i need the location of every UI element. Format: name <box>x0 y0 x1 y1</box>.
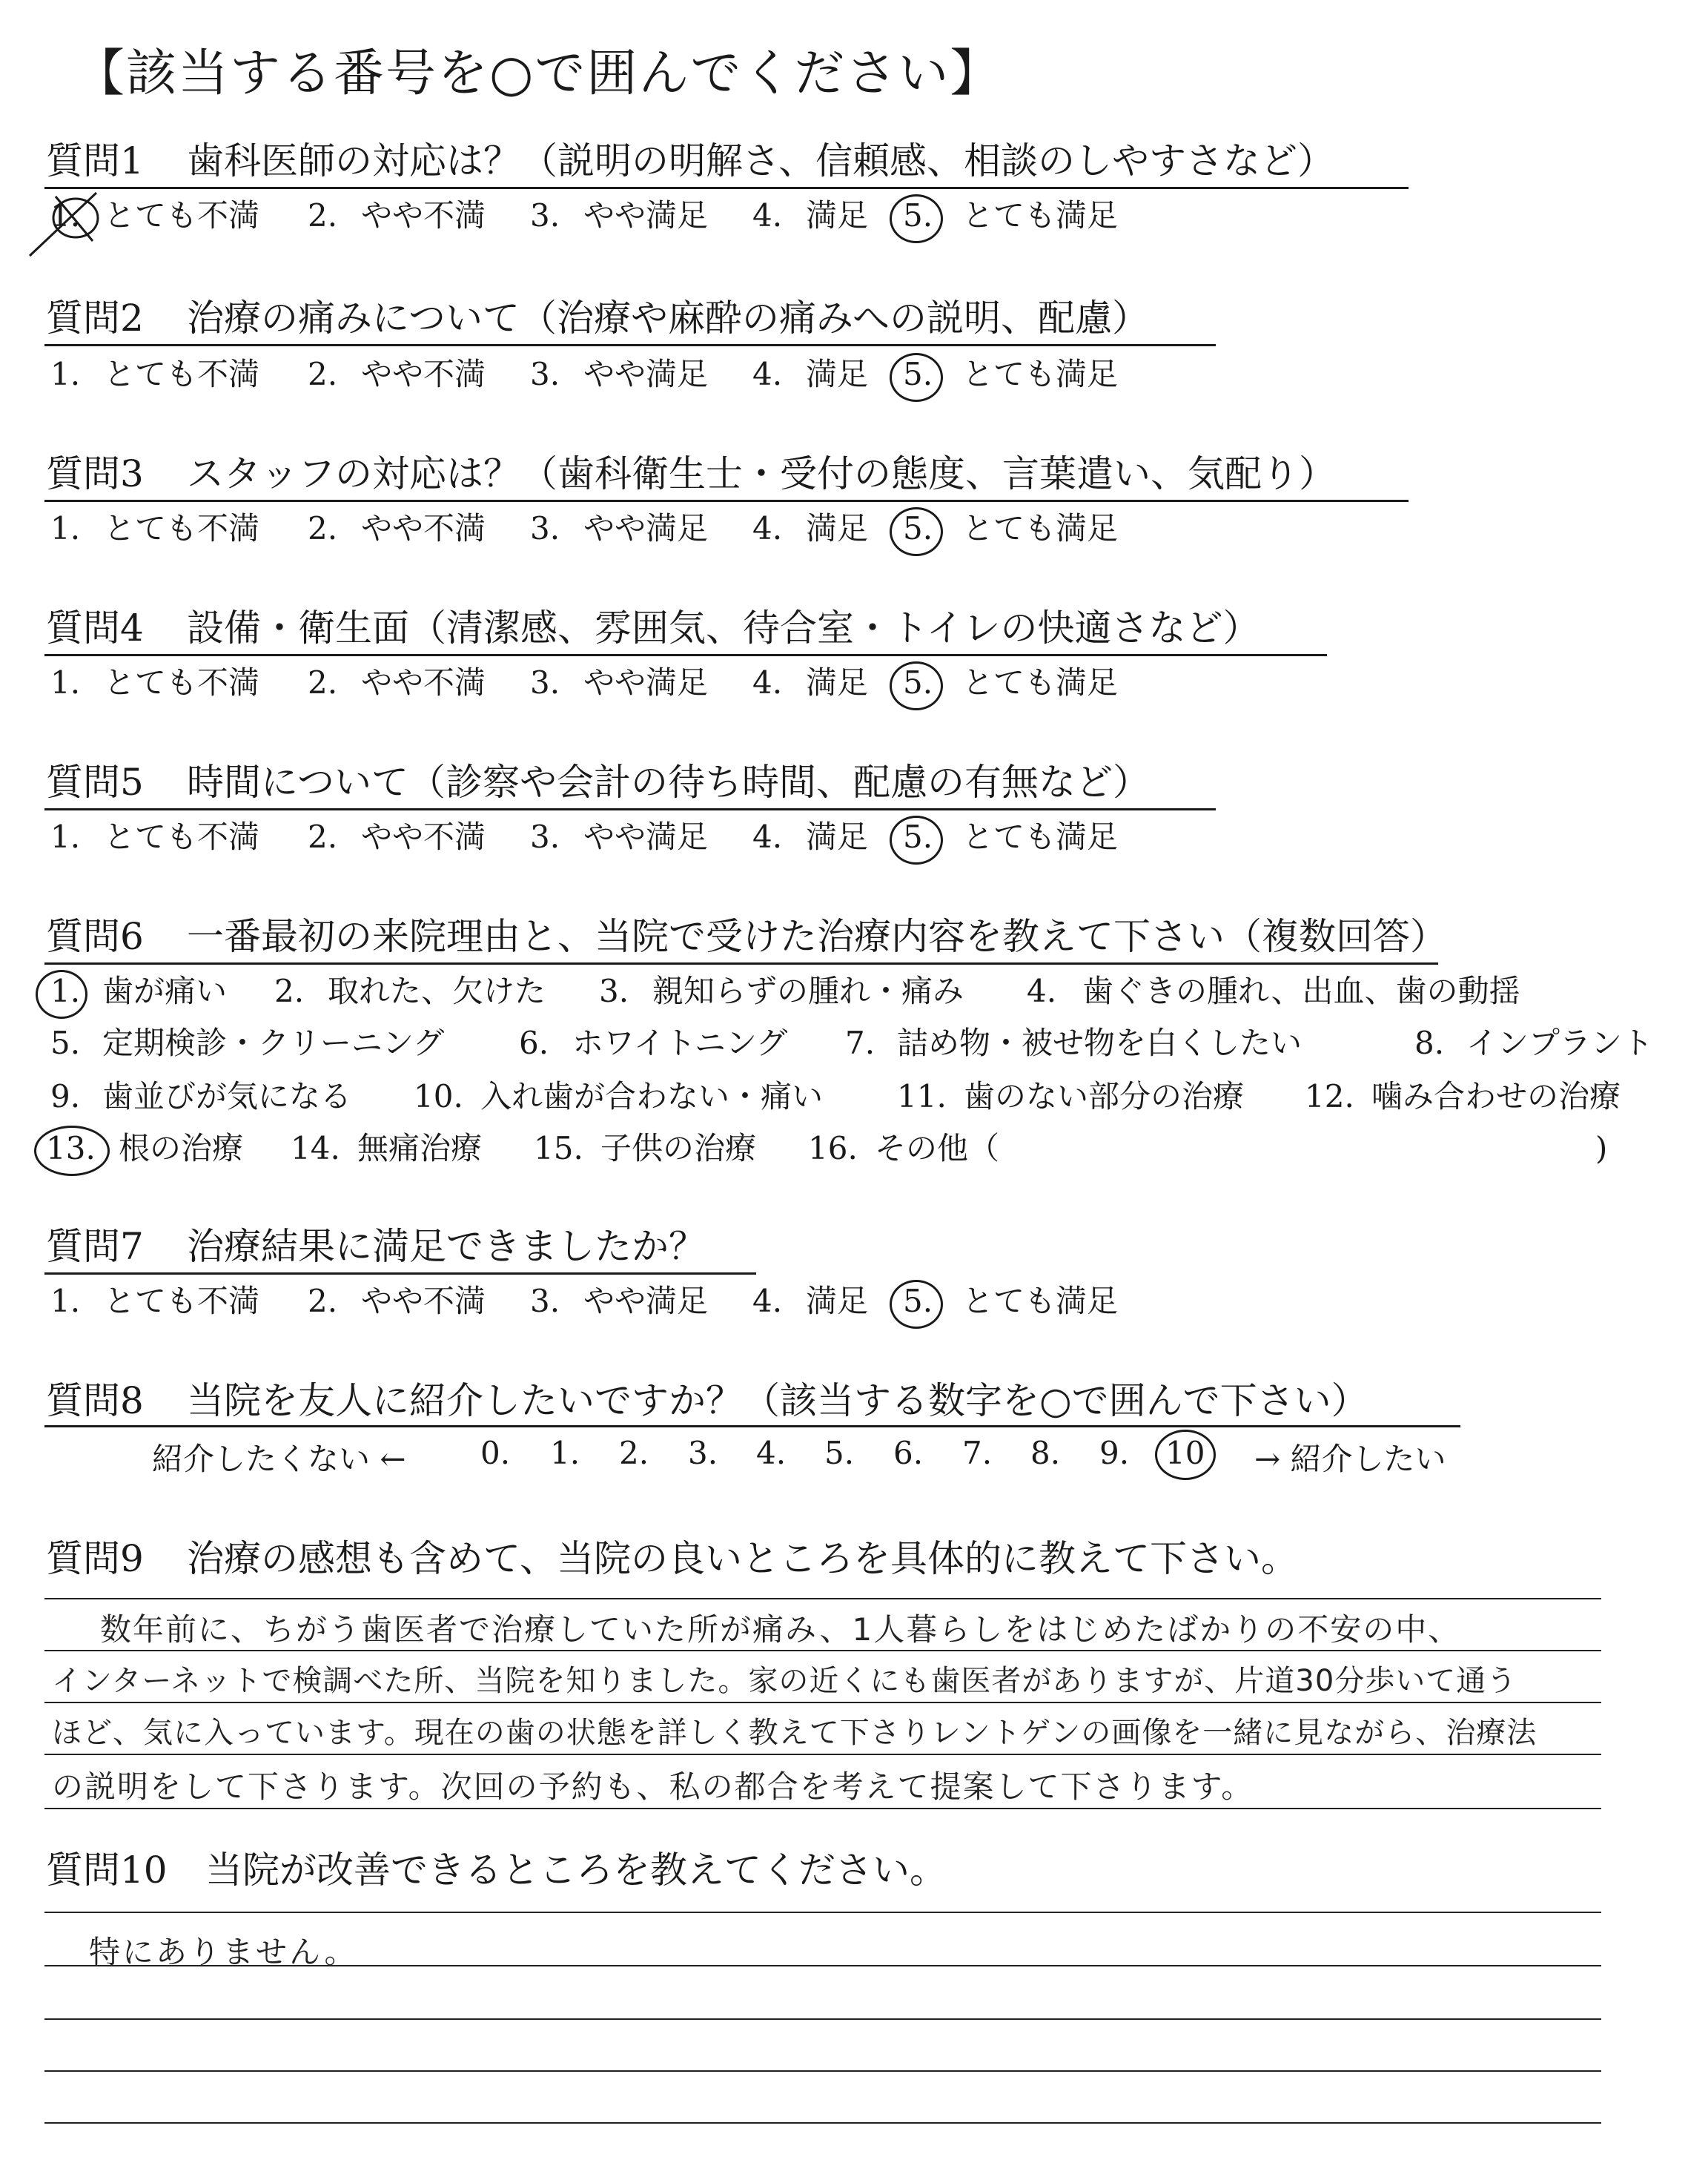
option-3-label: やや満足 <box>583 819 709 855</box>
reason-11-number[interactable]: 11. <box>897 1078 947 1114</box>
option-3-label: やや満足 <box>583 664 709 701</box>
question-6-underline <box>44 962 1438 965</box>
reason-14-number[interactable]: 14. <box>291 1130 340 1166</box>
q9-handwritten-line-4: の説明をして下さります。次回の予約も、私の都合を考えて提案して下さります。 <box>52 1768 1254 1805</box>
option-3-number[interactable]: 3. <box>530 197 560 234</box>
question-5-number: 質問5 <box>46 761 144 804</box>
reason-8-number[interactable]: 8. <box>1414 1025 1445 1061</box>
question-9-heading <box>46 1539 1298 1579</box>
selected-circle-mark <box>890 507 943 556</box>
reason-6-label: ホワイトニング <box>572 1025 788 1061</box>
question-6-text: 一番最初の来院理由と、当院で受けた治療内容を教えて下さい（複数回答） <box>187 915 1447 958</box>
option-1-label: とても不満 <box>104 510 260 546</box>
answer-line <box>44 2070 1601 2072</box>
question-6-number: 質問6 <box>46 915 144 958</box>
reason-13-label: 根の治療 <box>119 1130 244 1166</box>
option-2-label: やや不満 <box>361 356 486 392</box>
question-3-heading <box>46 454 1336 495</box>
scale-value-5[interactable]: 5. <box>824 1435 855 1471</box>
question-8-underline <box>44 1425 1460 1427</box>
reason-15-number[interactable]: 15. <box>534 1130 583 1166</box>
option-1-number[interactable]: 1. <box>50 356 81 392</box>
question-1-heading <box>46 141 1334 182</box>
question-7-heading <box>46 1226 706 1267</box>
q9-handwritten-line-1: 数年前に、ちがう歯医者で治療していた所が痛み、1人暮らしをはじめたばかりの不安の中、 <box>100 1611 1461 1648</box>
selected-circle-mark <box>34 1126 110 1176</box>
option-5-label: とても満足 <box>962 664 1119 701</box>
question-3-text: スタッフの対応は？（歯科衛生士・受付の態度、言葉遣い、気配り） <box>187 452 1336 495</box>
question-5-heading <box>46 762 1150 803</box>
option-5-number[interactable]: 5. <box>903 664 933 701</box>
option-5-label: とても満足 <box>962 197 1119 234</box>
reason-16-number[interactable]: 16. <box>808 1130 858 1166</box>
reason-5-label: 定期検診・クリーニング <box>102 1025 445 1061</box>
question-1-underline <box>44 187 1409 189</box>
reason-3-number[interactable]: 3. <box>599 973 629 1009</box>
question-8-text: 当院を友人に紹介したいですか？（該当する数字を○で囲んで下さい） <box>187 1379 1368 1422</box>
option-4-number[interactable]: 4. <box>752 664 783 701</box>
option-4-label: 満足 <box>806 197 869 234</box>
option-2-number[interactable]: 2. <box>308 510 338 546</box>
option-5-label: とても満足 <box>962 510 1119 546</box>
q9-handwritten-line-2: インターネットで検調べた所、当院を知りました。家の近くにも歯医者がありますが、片道30分歩いて通う <box>52 1664 1517 1698</box>
reason-1-number[interactable]: 1. <box>50 973 81 1009</box>
scale-value-8[interactable]: 8. <box>1030 1435 1061 1471</box>
option-3-label: やや満足 <box>583 510 709 546</box>
reason-9-label: 歯並びが気になる <box>102 1078 352 1114</box>
selected-circle-mark <box>890 661 943 710</box>
reason-3-label: 親知らずの腫れ・痛み <box>652 973 964 1009</box>
reason-10-label: 入れ歯が合わない・痛い <box>480 1078 824 1114</box>
option-4-number[interactable]: 4. <box>752 510 783 546</box>
scale-value-3[interactable]: 3. <box>688 1435 718 1471</box>
question-4-number: 質問4 <box>46 607 144 650</box>
selected-circle-mark <box>890 816 943 865</box>
option-3-label: やや満足 <box>583 356 709 392</box>
reason-6-number[interactable]: 6. <box>519 1025 549 1061</box>
option-5-number[interactable]: 5. <box>903 819 933 855</box>
reason-13-number[interactable]: 13. <box>46 1130 96 1166</box>
question-2-underline <box>44 344 1216 346</box>
question-1-text: 歯科医師の対応は？（説明の明解さ、信頼感、相談のしやすさなど） <box>187 139 1334 182</box>
reason-10-number[interactable]: 10. <box>414 1078 463 1114</box>
other-close-paren: ) <box>1595 1130 1608 1166</box>
option-4-number[interactable]: 4. <box>752 1283 783 1319</box>
option-4-number[interactable]: 4. <box>752 356 783 392</box>
question-4-text: 設備・衛生面（清潔感、雰囲気、待合室・トイレの快適さなど） <box>187 607 1260 650</box>
option-3-label: やや満足 <box>583 197 709 234</box>
reason-16-label: その他（ <box>875 1130 1000 1166</box>
option-2-number[interactable]: 2. <box>308 356 338 392</box>
question-8-number: 質問8 <box>46 1379 144 1422</box>
reason-9-number[interactable]: 9. <box>50 1078 81 1114</box>
scale-value-2[interactable]: 2. <box>619 1435 649 1471</box>
scale-value-1[interactable]: 1. <box>550 1435 580 1471</box>
option-2-number[interactable]: 2. <box>308 197 338 234</box>
reason-7-label: 詰め物・被せ物を白くしたい <box>897 1025 1302 1061</box>
answer-line <box>44 2122 1601 2124</box>
reason-12-label: 噛み合わせの治療 <box>1371 1078 1621 1114</box>
option-3-number[interactable]: 3. <box>530 356 560 392</box>
scale-value-7[interactable]: 7. <box>962 1435 993 1471</box>
option-5-number[interactable]: 5. <box>903 510 933 546</box>
option-4-label: 満足 <box>806 1283 869 1319</box>
scale-right-label: → 紹介したい <box>1254 1441 1446 1477</box>
option-4-label: 満足 <box>806 819 869 855</box>
reason-15-label: 子供の治療 <box>600 1130 757 1166</box>
option-3-number[interactable]: 3. <box>530 664 560 701</box>
question-1-number: 質問1 <box>46 139 144 182</box>
question-2-number: 質問2 <box>46 297 144 340</box>
question-8-heading <box>46 1381 1368 1421</box>
option-2-label: やや不満 <box>361 664 486 701</box>
question-5-text: 時間について（診察や会計の待ち時間、配慮の有無など） <box>187 761 1150 804</box>
option-4-label: 満足 <box>806 356 869 392</box>
selected-circle-mark <box>890 1280 943 1329</box>
option-1-number[interactable]: 1. <box>50 819 81 855</box>
question-2-text: 治療の痛みについて（治療や麻酔の痛みへの説明、配慮） <box>187 297 1149 340</box>
option-2-number[interactable]: 2. <box>308 819 338 855</box>
option-1-number[interactable]: 1. <box>50 1283 81 1319</box>
question-10-heading <box>46 1850 947 1891</box>
crossed-out-mark-icon <box>22 185 104 260</box>
option-1-label: とても不満 <box>104 197 260 234</box>
option-1-number[interactable]: 1. <box>50 664 81 701</box>
answer-line <box>44 1912 1601 1913</box>
question-3-number: 質問3 <box>46 452 144 495</box>
option-5-number[interactable]: 5. <box>903 1283 933 1319</box>
q9-handwritten-line-3: ほど、気に入っています。現在の歯の状態を詳しく教えて下さりレントゲンの画像を一緒に見ながら、治療法 <box>52 1716 1537 1750</box>
scale-value-10[interactable]: 10 <box>1165 1435 1205 1471</box>
reason-14-label: 無痛治療 <box>357 1130 483 1166</box>
scale-value-0[interactable]: 0. <box>480 1435 511 1471</box>
reason-12-number[interactable]: 12. <box>1305 1078 1354 1114</box>
selected-circle-mark <box>890 194 943 243</box>
question-2-heading <box>46 298 1149 339</box>
question-7-underline <box>44 1272 756 1275</box>
option-5-number[interactable]: 5. <box>903 197 933 234</box>
selected-circle-mark <box>1155 1430 1216 1480</box>
reason-2-number[interactable]: 2. <box>274 973 305 1009</box>
answer-line <box>44 1754 1601 1755</box>
option-4-number[interactable]: 4. <box>752 197 783 234</box>
question-6-heading <box>46 916 1447 957</box>
q10-handwritten-answer: 特にありません。 <box>89 1934 358 1970</box>
question-3-underline <box>44 500 1409 502</box>
scale-left-label: 紹介したくない ← <box>152 1441 406 1477</box>
option-4-label: 満足 <box>806 510 869 546</box>
question-9-text: 治療の感想も含めて、当院の良いところを具体的に教えて下さい。 <box>187 1537 1298 1580</box>
question-4-underline <box>44 654 1327 656</box>
reason-8-label: インプラント <box>1466 1025 1654 1061</box>
option-1-label: とても不満 <box>104 664 260 701</box>
question-10-number: 質問10 <box>46 1849 168 1892</box>
question-4-heading <box>46 608 1260 649</box>
answer-line <box>44 2018 1601 2020</box>
question-9-number: 質問9 <box>46 1537 144 1580</box>
option-5-label: とても満足 <box>962 819 1119 855</box>
reason-2-label: 取れた、欠けた <box>328 973 546 1009</box>
option-2-label: やや不満 <box>361 510 486 546</box>
selected-circle-mark <box>36 970 87 1019</box>
option-1-number[interactable]: 1. <box>50 197 81 234</box>
reason-4-number[interactable]: 4. <box>1027 973 1057 1009</box>
selected-circle-mark <box>890 353 943 402</box>
option-3-number[interactable]: 3. <box>530 819 560 855</box>
answer-line <box>44 1702 1601 1703</box>
option-5-number[interactable]: 5. <box>903 356 933 392</box>
reason-4-label: 歯ぐきの腫れ、出血、歯の動揺 <box>1082 973 1520 1009</box>
option-2-label: やや不満 <box>361 819 486 855</box>
reason-7-number[interactable]: 7. <box>845 1025 875 1061</box>
option-2-label: やや不満 <box>361 1283 486 1319</box>
scale-value-9[interactable]: 9. <box>1099 1435 1130 1471</box>
option-2-label: やや不満 <box>361 197 486 234</box>
option-1-label: とても不満 <box>104 819 260 855</box>
option-3-label: やや満足 <box>583 1283 709 1319</box>
question-5-underline <box>44 808 1216 810</box>
question-7-number: 質問7 <box>46 1225 144 1268</box>
option-4-number[interactable]: 4. <box>752 819 783 855</box>
reason-1-label: 歯が痛い <box>102 973 228 1009</box>
scale-value-4[interactable]: 4. <box>756 1435 787 1471</box>
reason-5-number[interactable]: 5. <box>50 1025 81 1061</box>
page-title: 【該当する番号を○で囲んでください】 <box>74 44 1002 103</box>
question-10-text: 当院が改善できるところを教えてください。 <box>205 1849 947 1892</box>
option-3-number[interactable]: 3. <box>530 1283 560 1319</box>
option-4-label: 満足 <box>806 664 869 701</box>
option-1-label: とても不満 <box>104 356 260 392</box>
option-1-label: とても不満 <box>104 1283 260 1319</box>
option-3-number[interactable]: 3. <box>530 510 560 546</box>
reason-11-label: 歯のない部分の治療 <box>964 1078 1245 1114</box>
question-7-text: 治療結果に満足できましたか？ <box>187 1225 706 1268</box>
option-1-number[interactable]: 1. <box>50 510 81 546</box>
answer-line <box>44 1598 1601 1599</box>
option-2-number[interactable]: 2. <box>308 664 338 701</box>
answer-line <box>44 1808 1601 1809</box>
option-5-label: とても満足 <box>962 356 1119 392</box>
option-2-number[interactable]: 2. <box>308 1283 338 1319</box>
answer-line <box>44 1650 1601 1651</box>
scale-value-6[interactable]: 6. <box>893 1435 924 1471</box>
option-5-label: とても満足 <box>962 1283 1119 1319</box>
